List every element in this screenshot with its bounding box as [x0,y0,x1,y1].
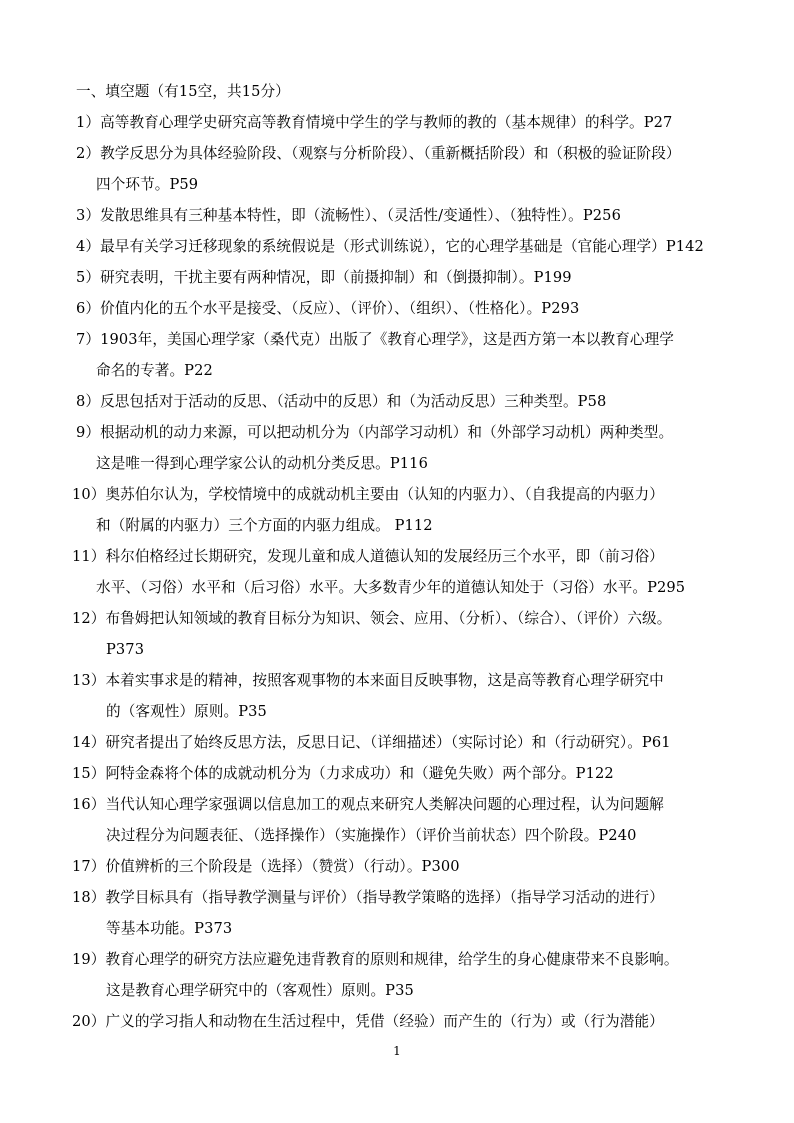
question-12-cont: P373 [106,641,145,658]
question-12: 12）布鲁姆把认知领域的教育目标分为知识、领会、应用、（分析）、（综合）、（评价）六级。 [72,610,672,627]
question-13-cont: 的（客观性）原则。P35 [106,703,267,720]
question-2-cont: 四个环节。P59 [96,176,199,193]
question-5: 5）研究表明，干扰主要有两种情况，即（前摄抑制）和（倒摄抑制）。P199 [76,269,572,286]
question-3: 3）发散思维具有三种基本特性，即（流畅性）、（灵活性/变通性）、（独特性）。P256 [76,207,621,224]
question-20: 20）广义的学习指人和动物在生活过程中，凭借（经验）而产生的（行为）或（行为潜能） [72,1013,664,1030]
question-10-cont: 和（附属的内驱力）三个方面的内驱力组成。 P112 [96,517,433,534]
question-16: 16）当代认知心理学家强调以信息加工的观点来研究人类解决问题的心理过程，认为问题解 [72,796,664,813]
question-10: 10）奥苏伯尔认为，学校情境中的成就动机主要由（认知的内驱力）、（自我提高的内驱力） [72,486,664,503]
question-16-cont: 决过程分为问题表征、（选择操作）（实施操作）（评价当前状态）四个阶段。P240 [106,827,637,844]
question-2: 2）教学反思分为具体经验阶段、（观察与分析阶段）、（重新概括阶段）和（积极的验证阶段） [76,145,681,162]
section-title: 一、填空题（有15空，共15分） [76,83,290,100]
question-15: 15）阿特金森将个体的成就动机分为（力求成功）和（避免失败）两个部分。P122 [72,765,614,782]
question-1: 1）高等教育心理学史研究高等教育情境中学生的学与教师的教的（基本规律）的科学。P27 [76,114,673,131]
question-18: 18）教学目标具有（指导教学测量与评价）（指导教学策略的选择）（指导学习活动的进行） [72,889,664,906]
question-17: 17）价值辨析的三个阶段是（选择）（赞赏）（行动）。P300 [72,858,460,875]
question-19-cont: 这是教育心理学研究中的（客观性）原则。P35 [106,982,414,999]
question-19: 19）教育心理学的研究方法应避免违背教育的原则和规律，给学生的身心健康带来不良影响。 [72,951,679,968]
question-13: 13）本着实事求是的精神，按照客观事物的本来面目反映事物，这是高等教育心理学研究中 [72,672,664,689]
question-9: 9）根据动机的动力来源，可以把动机分为（内部学习动机）和（外部学习动机）两种类型。 [76,424,674,441]
question-7-cont: 命名的专著。P22 [96,362,213,379]
question-7: 7）1903年，美国心理学家（桑代克）出版了《教育心理学》，这是西方第一本以教育心理学 [76,331,674,348]
question-14: 14）研究者提出了始终反思方法，反思日记、（详细描述）（实际讨论）和（行动研究）。P61 [72,734,671,751]
question-11: 11）科尔伯格经过长期研究，发现儿童和成人道德认知的发展经历三个水平，即（前习俗） [72,548,664,565]
question-4: 4）最早有关学习迁移现象的系统假说是（形式训练说），它的心理学基础是（官能心理学）P142 [76,238,704,255]
question-8: 8）反思包括对于活动的反思、（活动中的反思）和（为活动反思）三种类型。P58 [76,393,607,410]
question-18-cont: 等基本功能。P373 [106,920,233,937]
question-6: 6）价值内化的五个水平是接受、（反应）、（评价）、（组织）、（性格化）。P293 [76,300,580,317]
page-number: 1 [393,1044,401,1058]
question-11-cont: 水平、（习俗）水平和（后习俗）水平。大多数青少年的道德认知处于（习俗）水平。P295 [96,579,686,596]
question-9-cont: 这是唯一得到心理学家公认的动机分类反思。P116 [96,455,428,472]
